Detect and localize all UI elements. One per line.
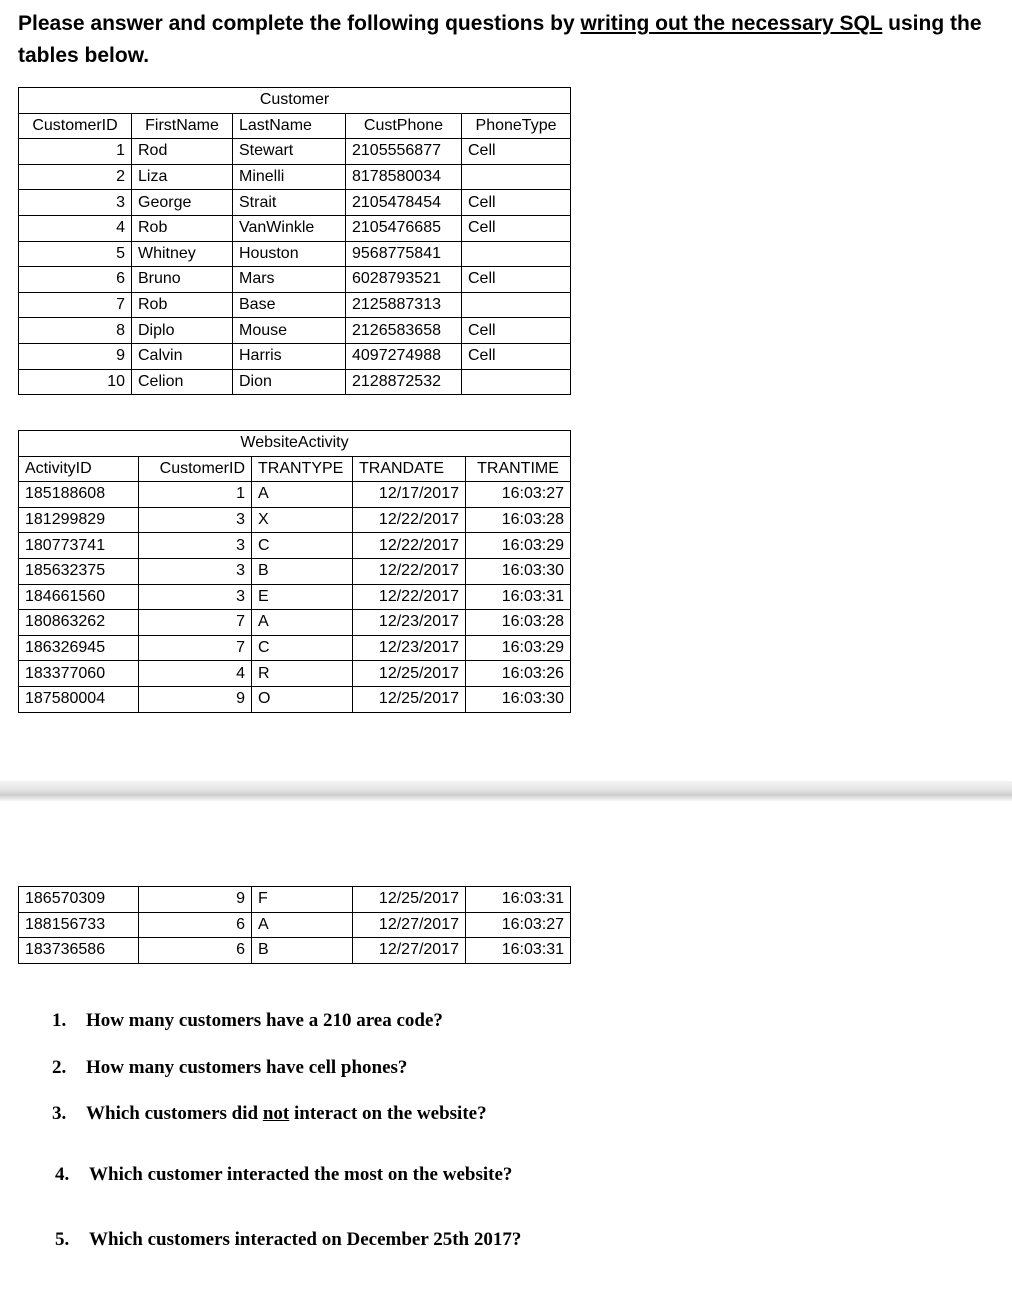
question-text: How many customers have a 210 area code?	[86, 1010, 443, 1031]
question-number: 5.	[55, 1229, 70, 1250]
question-5	[55, 1229, 521, 1251]
table-cell: Cell	[462, 190, 571, 216]
table-cell: 187580004	[19, 686, 139, 712]
table-cell: VanWinkle	[233, 215, 346, 241]
table-cell: 16:03:30	[466, 558, 571, 584]
question-emphasis: not	[262, 1103, 290, 1124]
question-text: How many customers have cell phones?	[86, 1057, 408, 1078]
activity-row	[19, 533, 571, 559]
activity-row	[19, 610, 571, 636]
table-cell: Cell	[462, 318, 571, 344]
table-cell: B	[252, 558, 353, 584]
table-cell: 16:03:31	[466, 938, 571, 964]
question-number: 1.	[52, 1010, 67, 1031]
instructions-underlined: writing out the necessary SQL	[580, 12, 883, 35]
table-cell: 184661560	[19, 584, 139, 610]
table-cell: Minelli	[233, 164, 346, 190]
activity-row	[19, 584, 571, 610]
table-cell	[462, 241, 571, 267]
page-break-divider	[0, 781, 1012, 801]
activity-header-row	[19, 456, 571, 482]
table-cell: 6	[19, 267, 132, 293]
table-cell: Cell	[462, 343, 571, 369]
activity-row	[19, 938, 571, 964]
table-cell: 12/23/2017	[353, 635, 466, 661]
website-activity-table-continued	[18, 886, 571, 964]
customer-row	[19, 369, 571, 395]
table-cell: 3	[19, 190, 132, 216]
column-header: TRANDATE	[353, 456, 466, 482]
activity-row	[19, 507, 571, 533]
table-cell: Houston	[233, 241, 346, 267]
table-cell: 12/22/2017	[353, 507, 466, 533]
table-cell: 185188608	[19, 482, 139, 508]
table-cell: Mars	[233, 267, 346, 293]
table-cell: 9	[19, 343, 132, 369]
table-cell: 3	[139, 507, 252, 533]
table-cell: 12/25/2017	[353, 887, 466, 913]
table-cell: E	[252, 584, 353, 610]
table-cell: 3	[139, 584, 252, 610]
table-cell	[462, 292, 571, 318]
table-cell: Bruno	[132, 267, 233, 293]
table-cell: Mouse	[233, 318, 346, 344]
table-cell: Celion	[132, 369, 233, 395]
question-1	[52, 1010, 443, 1032]
table-cell: A	[252, 912, 353, 938]
table-cell: 7	[139, 635, 252, 661]
table-cell: 188156733	[19, 912, 139, 938]
table-cell: 180863262	[19, 610, 139, 636]
table-cell: 16:03:28	[466, 610, 571, 636]
customer-table	[18, 87, 571, 395]
table-cell: George	[132, 190, 233, 216]
table-cell: Diplo	[132, 318, 233, 344]
table-cell: 16:03:30	[466, 686, 571, 712]
customer-row	[19, 215, 571, 241]
table-cell: Strait	[233, 190, 346, 216]
table-cell: 12/25/2017	[353, 661, 466, 687]
table-cell: 16:03:31	[466, 584, 571, 610]
table-cell: 6028793521	[346, 267, 462, 293]
column-header: PhoneType	[462, 113, 571, 139]
instructions-text-end: using the tables below.	[18, 12, 982, 67]
table-cell: 16:03:28	[466, 507, 571, 533]
table-cell: 4097274988	[346, 343, 462, 369]
table-cell: 12/25/2017	[353, 686, 466, 712]
column-header: TRANTIME	[466, 456, 571, 482]
customer-row	[19, 139, 571, 165]
table-cell: 7	[139, 610, 252, 636]
table-cell: 8178580034	[346, 164, 462, 190]
column-header: FirstName	[132, 113, 233, 139]
activity-row	[19, 661, 571, 687]
activity-table-title: WebsiteActivity	[19, 431, 571, 457]
table-cell: 12/27/2017	[353, 938, 466, 964]
question-text: Which customers did	[86, 1103, 263, 1124]
table-cell: O	[252, 686, 353, 712]
table-cell: 5	[19, 241, 132, 267]
table-cell: 180773741	[19, 533, 139, 559]
table-cell: 10	[19, 369, 132, 395]
table-cell: 12/27/2017	[353, 912, 466, 938]
table-cell: 3	[139, 533, 252, 559]
customer-row	[19, 292, 571, 318]
activity-row	[19, 887, 571, 913]
activity-row	[19, 558, 571, 584]
table-cell: 1	[19, 139, 132, 165]
table-cell: Liza	[132, 164, 233, 190]
table-cell: 183377060	[19, 661, 139, 687]
table-cell: 186326945	[19, 635, 139, 661]
customer-row	[19, 318, 571, 344]
question-2	[52, 1057, 407, 1079]
question-number: 4.	[55, 1164, 70, 1185]
table-cell: 6	[139, 912, 252, 938]
table-cell: 183736586	[19, 938, 139, 964]
table-cell: Harris	[233, 343, 346, 369]
table-cell: 9	[139, 887, 252, 913]
customer-table-title: Customer	[19, 88, 571, 114]
instructions-text-start: Please answer and complete the following questions by	[18, 12, 581, 35]
table-cell: 9	[139, 686, 252, 712]
activity-rows-continued	[19, 887, 571, 964]
activity-row	[19, 482, 571, 508]
table-cell: 2105476685	[346, 215, 462, 241]
table-cell: 12/22/2017	[353, 558, 466, 584]
customer-caption-row	[19, 88, 571, 114]
activity-caption-row	[19, 431, 571, 457]
table-cell: 1	[139, 482, 252, 508]
activity-row	[19, 635, 571, 661]
customer-row	[19, 267, 571, 293]
customer-row	[19, 190, 571, 216]
column-header: LastName	[233, 113, 346, 139]
column-header: CustPhone	[346, 113, 462, 139]
activity-row	[19, 686, 571, 712]
table-cell: 2105478454	[346, 190, 462, 216]
question-text: Which customer interacted the most on the website?	[89, 1164, 513, 1185]
table-cell: 12/17/2017	[353, 482, 466, 508]
customer-header-row	[19, 113, 571, 139]
table-cell: A	[252, 482, 353, 508]
question-number: 3.	[52, 1103, 67, 1124]
instructions	[18, 8, 998, 72]
table-cell: F	[252, 887, 353, 913]
table-cell: 12/22/2017	[353, 584, 466, 610]
table-cell: 12/22/2017	[353, 533, 466, 559]
table-cell: 3	[139, 558, 252, 584]
table-cell: 16:03:27	[466, 482, 571, 508]
table-cell: C	[252, 533, 353, 559]
table-cell: Rob	[132, 292, 233, 318]
table-cell: 186570309	[19, 887, 139, 913]
question-3	[52, 1103, 487, 1125]
customer-row	[19, 343, 571, 369]
table-cell: Rob	[132, 215, 233, 241]
website-activity-table	[18, 430, 571, 713]
table-cell: Base	[233, 292, 346, 318]
customer-row	[19, 164, 571, 190]
table-cell: Whitney	[132, 241, 233, 267]
table-cell: Calvin	[132, 343, 233, 369]
table-cell: R	[252, 661, 353, 687]
column-header: TRANTYPE	[252, 456, 353, 482]
table-cell: Cell	[462, 139, 571, 165]
table-cell	[462, 164, 571, 190]
table-cell: 4	[139, 661, 252, 687]
table-cell: 2105556877	[346, 139, 462, 165]
table-cell: A	[252, 610, 353, 636]
table-cell: Cell	[462, 267, 571, 293]
activity-rows	[19, 482, 571, 712]
table-cell	[462, 369, 571, 395]
table-cell: C	[252, 635, 353, 661]
table-cell: Rod	[132, 139, 233, 165]
column-header: CustomerID	[139, 456, 252, 482]
customer-row	[19, 241, 571, 267]
question-4	[55, 1164, 512, 1186]
table-cell: 9568775841	[346, 241, 462, 267]
table-cell: 2128872532	[346, 369, 462, 395]
table-cell: 2	[19, 164, 132, 190]
table-cell: 2125887313	[346, 292, 462, 318]
table-cell: 16:03:29	[466, 533, 571, 559]
table-cell: 16:03:29	[466, 635, 571, 661]
table-cell: Stewart	[233, 139, 346, 165]
table-cell: 6	[139, 938, 252, 964]
table-cell: 181299829	[19, 507, 139, 533]
table-cell: X	[252, 507, 353, 533]
table-cell: Dion	[233, 369, 346, 395]
customer-rows	[19, 139, 571, 395]
table-cell: 16:03:31	[466, 887, 571, 913]
question-text: interact on the website?	[289, 1103, 487, 1124]
column-header: ActivityID	[19, 456, 139, 482]
table-cell: 2126583658	[346, 318, 462, 344]
table-cell: 185632375	[19, 558, 139, 584]
question-number: 2.	[52, 1057, 67, 1078]
table-cell: Cell	[462, 215, 571, 241]
table-cell: B	[252, 938, 353, 964]
table-cell: 16:03:26	[466, 661, 571, 687]
table-cell: 12/23/2017	[353, 610, 466, 636]
table-cell: 16:03:27	[466, 912, 571, 938]
question-text: Which customers interacted on December 25th 2017?	[89, 1229, 522, 1250]
activity-row	[19, 912, 571, 938]
table-cell: 7	[19, 292, 132, 318]
column-header: CustomerID	[19, 113, 132, 139]
table-cell: 8	[19, 318, 132, 344]
table-cell: 4	[19, 215, 132, 241]
